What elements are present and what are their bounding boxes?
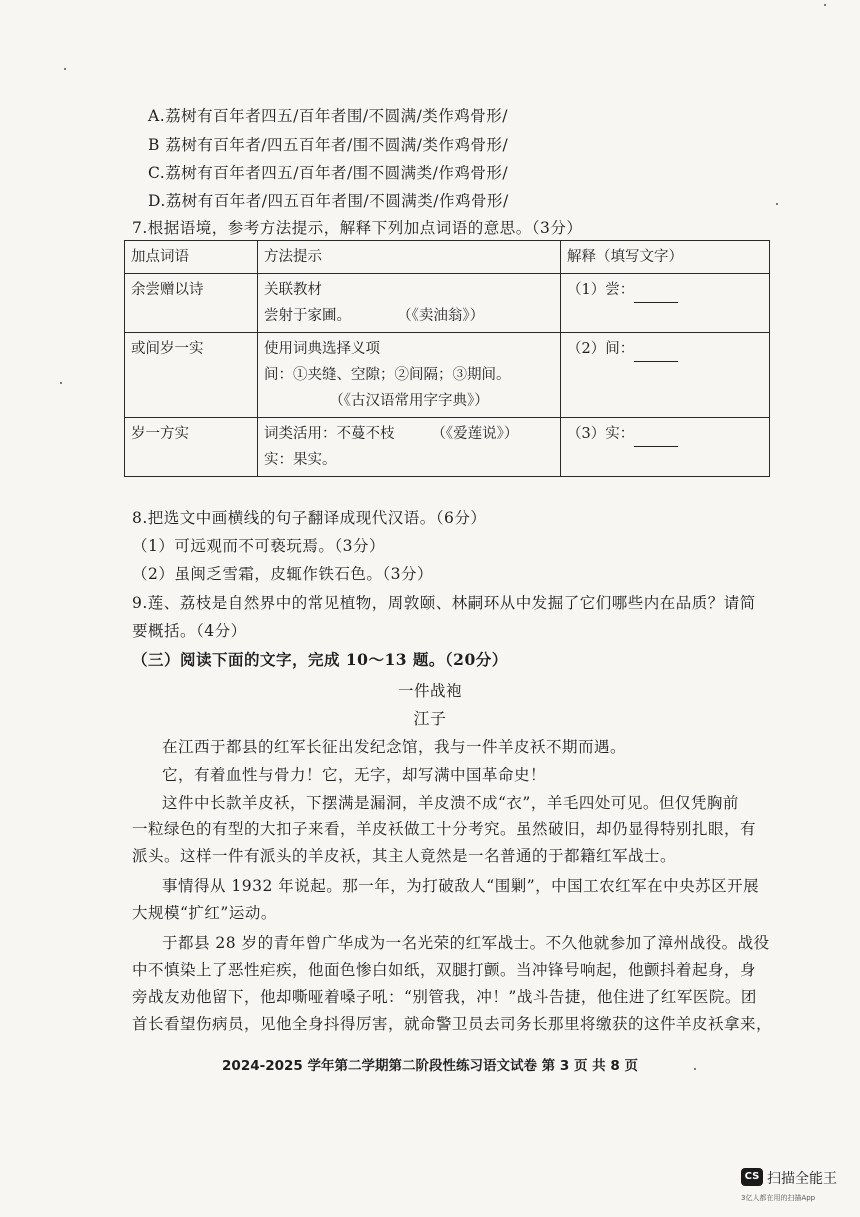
article-author: 江子 — [413, 709, 447, 728]
article-line: 它，有着血性与骨力！它，无字，却写满中国革命史！ — [162, 766, 547, 784]
method-hint — [258, 418, 561, 477]
vocab-table — [124, 240, 770, 477]
article-title: 一件战袍 — [397, 682, 462, 700]
dotted-word: 岁一方实 — [125, 418, 258, 477]
answer-label: （3）实： — [567, 426, 635, 442]
article-line: 在江西于都县的红军长征出发纪念馆，我与一件羊皮袄不期而遇。 — [162, 738, 627, 756]
dotted-word: 余尝赠以诗 — [125, 274, 258, 333]
answer-cell — [561, 418, 770, 477]
answer-label: （1）尝： — [567, 282, 635, 298]
dotted-word: 或间岁一实 — [125, 333, 258, 418]
table-header: 解释（填写文字） — [561, 241, 770, 274]
method-hint — [258, 333, 561, 418]
table-header: 加点词语 — [125, 241, 258, 274]
answer-blank[interactable] — [634, 430, 678, 447]
hint-line: 尝射于家圃。 （《卖油翁》） — [264, 308, 485, 324]
article-line: 事情得从 1932 年说起。那一年，为打破敌人“围剿”，中国工农红军在中央苏区开展 — [162, 877, 760, 895]
option-b: B 荔树有百年者/四五百年者/围不圆满/类作鸡骨形/ — [148, 136, 509, 154]
scan-speck — [60, 382, 62, 384]
scan-speck — [64, 68, 66, 70]
answer-blank[interactable] — [634, 286, 678, 303]
table-row — [125, 274, 770, 333]
table-header-row — [125, 241, 770, 274]
answer-label: （2）间： — [567, 341, 635, 357]
hint-line: 关联教材 — [264, 282, 322, 298]
article-line: 首长看望伤病员，见他全身抖得厉害，就命警卫员去司务长那里将缴获的这件羊皮袄拿来， — [132, 1015, 773, 1033]
option-a: A.荔树有百年者四五/百年者围/不圆满/类作鸡骨形/ — [148, 107, 509, 125]
question-8-item: （2）虽闽乏雪霜，皮辄作铁石色。（3分） — [132, 565, 433, 583]
section-3-heading: （三）阅读下面的文字，完成 10～13 题。（20分） — [132, 650, 508, 669]
answer-blank[interactable] — [634, 345, 678, 362]
question-7-prompt: 7.根据语境，参考方法提示，解释下列加点词语的意思。（3分） — [132, 219, 583, 237]
answer-cell — [561, 274, 770, 333]
camscanner-logo-icon: CS — [741, 1168, 763, 1186]
method-hint — [258, 274, 561, 333]
hint-line: 使用词典选择义项 — [264, 341, 380, 357]
article-line: 一粒绿色的有型的大扣子来看，羊皮袄做工十分考究。虽然破旧，却仍显得特别扎眼，有 — [132, 820, 757, 838]
question-8-item: （1）可远观而不可亵玩焉。（3分） — [132, 537, 385, 555]
article-line: 中不慎染上了恶性疟疾，他面色惨白如纸，双腿打颤。当冲锋号响起，他颤抖着起身，身 — [132, 961, 757, 979]
scan-speck — [776, 203, 778, 205]
option-c: C.荔树有百年者四五/百年者/围不圆满类/作鸡骨形/ — [148, 164, 509, 182]
article-line: 派头。这样一件有派头的羊皮袄，其主人竟然是一名普通的于都籍红军战士。 — [132, 847, 677, 865]
table-header: 方法提示 — [258, 241, 561, 274]
scan-speck — [694, 1068, 696, 1070]
question-9-line: 9.莲、荔枝是自然界中的常见植物，周敦颐、林嗣环从中发掘了它们哪些内在品质？请简 — [132, 594, 756, 612]
hint-line: 实：果实。 — [264, 452, 337, 468]
scan-speck — [824, 4, 826, 6]
article-line: 于都县 28 岁的青年曾广华成为一名光荣的红军战士。不久他就参加了漳州战役。战役 — [162, 934, 770, 952]
page-footer: 2024-2025 学年第二学期第二阶段性练习语文试卷 第 3 页 共 8 页 — [222, 1058, 638, 1074]
article-line: 大规模“扩红”运动。 — [132, 904, 277, 922]
watermark-tagline: 3亿人都在用的扫描App — [741, 1194, 816, 1202]
article-line: 旁战友劝他留下，他却嘶哑着嗓子吼：“别管我，冲！”战斗告捷，他住进了红军医院。团 — [132, 988, 757, 1006]
article-line: 这件中长款羊皮袄，下摆满是漏洞，羊皮溃不成“衣”，羊毛四处可见。但仅凭胸前 — [162, 794, 739, 812]
table-row — [125, 333, 770, 418]
hint-line: （《古汉语常用字字典》） — [329, 393, 489, 409]
hint-line: 词类活用：不蔓不枝 （《爱莲说》） — [264, 426, 519, 442]
hint-line: 间：①夹缝、空隙；②间隔；③期间。 — [264, 367, 511, 383]
watermark-name: 扫描全能王 — [767, 1171, 837, 1187]
question-9-line: 要概括。（4分） — [132, 622, 247, 640]
option-d: D.荔树有百年者/四五百年者围/不圆满类/作鸡骨形/ — [148, 192, 509, 210]
answer-cell — [561, 333, 770, 418]
table-row — [125, 418, 770, 477]
question-8-prompt: 8.把选文中画横线的句子翻译成现代汉语。（6分） — [132, 509, 487, 527]
